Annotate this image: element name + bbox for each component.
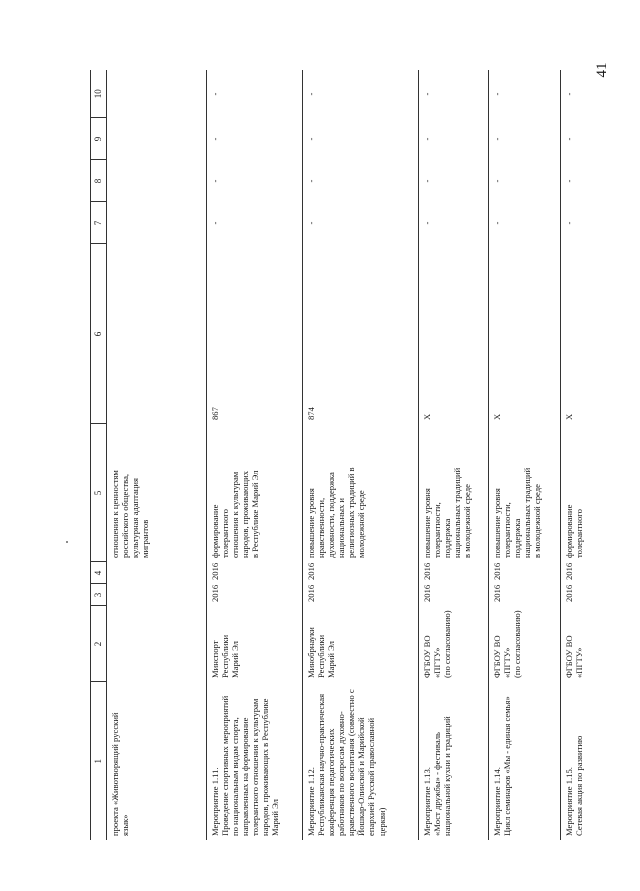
expected-result-cell: повышение уровня толерантности, поддержка национальных традиций в молодежной среде [488,424,560,562]
value-cell-8: - [302,160,418,202]
activity-name-cell: Мероприятие 1.11. Проведение спортивных мероприятий по национальным видам спорта, направленных на формирование толерантного отношения к культурам народов, проживающих в Республике Марий Эл [206,682,302,840]
funding-cell [106,244,206,424]
value-cell-10: - [488,70,560,118]
column-header: 9 [91,118,107,160]
start-year-cell: 2016 [560,584,604,606]
funding-cell: Х [418,244,488,424]
expected-result-cell: повышение уровня толерантности, поддержка национальных традиций в молодежной среде [418,424,488,562]
activity-name-cell: Мероприятие 1.12. Республиканская научно-практическая конференция педагогических работников по вопросам духовно- нравственного воспитания (совместно с Йошкар-Олинской и Марийской епархией Русской православной церкви) [302,682,418,840]
value-cell-8 [106,160,206,202]
table-row [106,70,206,840]
start-year-cell [106,584,206,606]
expected-result-cell: формирование толерантного отношения к культурам народов, проживающих в Республике Марий Эл [206,424,302,562]
value-cell-7: - [302,202,418,244]
value-cell-9: - [302,118,418,160]
start-year-cell: 2016 [302,584,418,606]
activity-name-cell: Мероприятие 1.15. Сетевая акция по развитию [560,682,604,840]
end-year-cell: 2016 [206,562,302,584]
start-year-cell: 2016 [488,584,560,606]
column-header: 4 [91,562,107,584]
activity-name-cell: Мероприятие 1.14. Цикл семинаров «Мы - единая семья» [488,682,560,840]
end-year-cell: 2016 [418,562,488,584]
column-header: 2 [91,606,107,682]
table-row [302,70,418,840]
end-year-cell [106,562,206,584]
value-cell-7: - [206,202,302,244]
value-cell-10: - [560,70,604,118]
column-header: 8 [91,160,107,202]
column-header: 10 [91,70,107,118]
table-header-row [91,70,107,840]
value-cell-10: - [302,70,418,118]
column-header: 7 [91,202,107,244]
value-cell-7: - [488,202,560,244]
column-header: 1 [91,682,107,840]
table-row [560,70,604,840]
column-header: 5 [91,424,107,562]
value-cell-10 [106,70,206,118]
expected-result-cell: отношения к ценностям российского общества, культурная адаптация мигрантов [106,424,206,562]
value-cell-7 [106,202,206,244]
funding-cell: 874 [302,244,418,424]
table-row [418,70,488,840]
value-cell-7: - [560,202,604,244]
funding-cell: Х [488,244,560,424]
value-cell-10: - [418,70,488,118]
value-cell-8: - [206,160,302,202]
funding-cell: 867 [206,244,302,424]
value-cell-9: - [206,118,302,160]
executor-cell: Минобрнауки Республики Марий Эл [302,606,418,682]
table-row [206,70,302,840]
start-year-cell: 2016 [206,584,302,606]
value-cell-9: - [488,118,560,160]
end-year-cell: 2016 [488,562,560,584]
expected-result-cell: повышение уровня нравственности, духовности, поддержка национальных и религиозных традиций в молодежной среде [302,424,418,562]
rotated-page-content [90,70,630,840]
value-cell-8: - [560,160,604,202]
value-cell-8: - [488,160,560,202]
end-year-cell: 2016 [560,562,604,584]
executor-cell [106,606,206,682]
expected-result-cell: формирование толерантного [560,424,604,562]
value-cell-8: - [418,160,488,202]
scan-speck [66,541,68,543]
page-number: 41 [594,62,610,78]
activity-name-cell: Мероприятие 1.13. «Мост дружбы» - фестиваль национальной кухни и традиций [418,682,488,840]
end-year-cell: 2016 [302,562,418,584]
value-cell-7: - [418,202,488,244]
value-cell-10: - [206,70,302,118]
column-header: 3 [91,584,107,606]
program-activities-table [90,70,604,840]
executor-cell: ФГБОУ ВО «ПГТУ» (по согласованию) [488,606,560,682]
funding-cell: Х [560,244,604,424]
table-row [488,70,560,840]
activity-name-cell: проекта «Животворящий русский язык» [106,682,206,840]
start-year-cell: 2016 [418,584,488,606]
executor-cell: Минспорт Республики Марий Эл [206,606,302,682]
value-cell-9: - [560,118,604,160]
value-cell-9: - [418,118,488,160]
executor-cell: ФГБОУ ВО «ПГТУ» (по согласованию) [418,606,488,682]
value-cell-9 [106,118,206,160]
executor-cell: ФГБОУ ВО «ПГТУ» [560,606,604,682]
column-header: 6 [91,244,107,424]
